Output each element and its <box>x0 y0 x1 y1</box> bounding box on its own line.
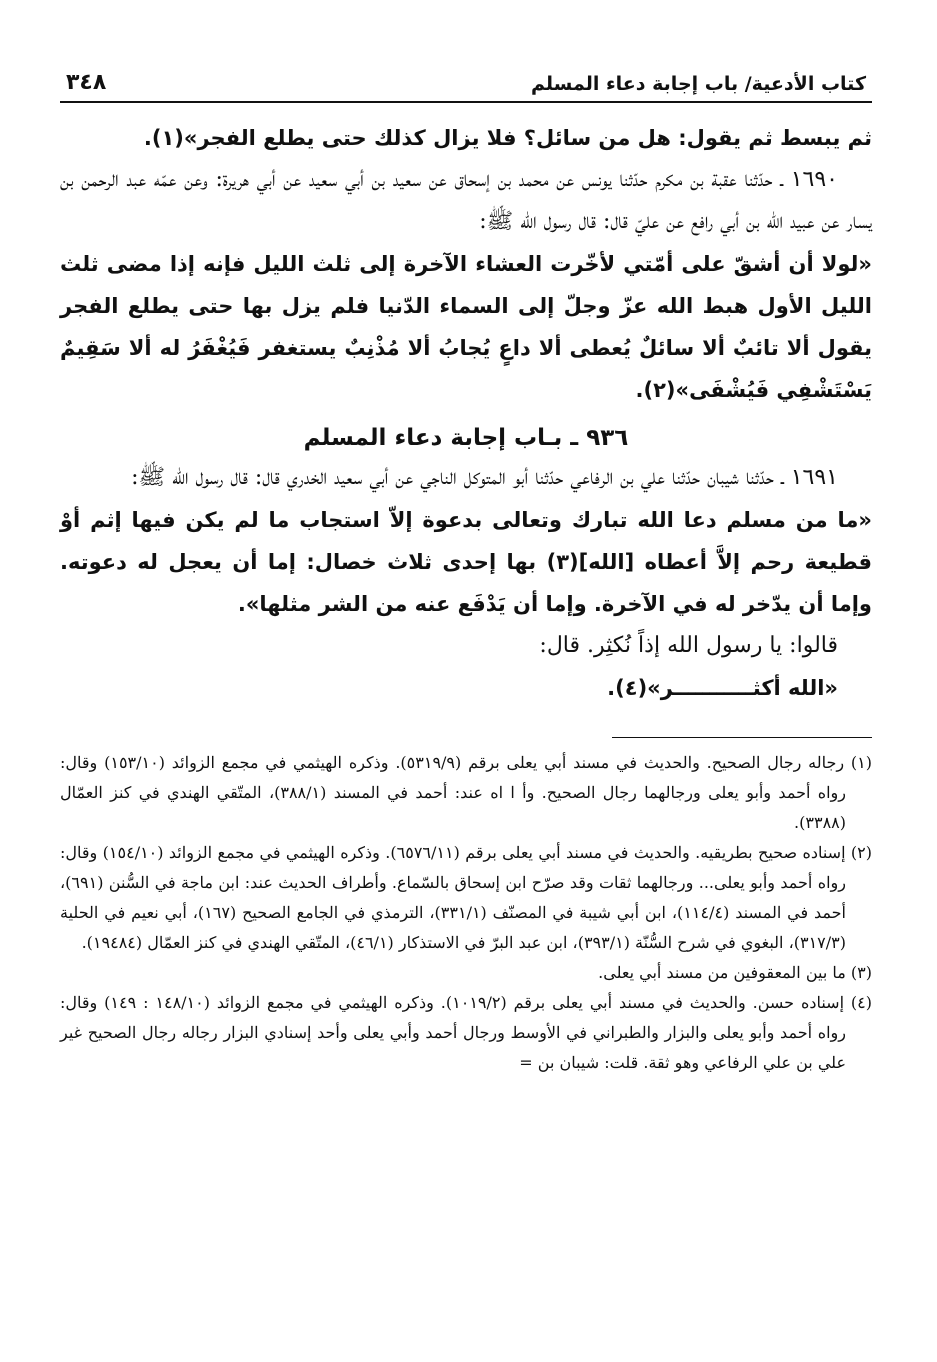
hadith-1691-isnad: ١٦٩١ ـ حدّثنا شيبان حدّثنا علي بن الرفاعي حدّثنا أبو المتوكل الناجي عن أبي سعيد الخدري قال: قال رسول الله ﷺ: <box>131 465 838 490</box>
hadith-1690-isnad: ١٦٩٠ ـ حدّثنا عقبة بن مكرم حدّثنا يونس عن محمد بن إسحاق عن سعيد بن أبي سعيد عن أبي هريرة: وعن عمّه عبد الرحمن بن يسار عن عبيد الله بن أبي رافع عن عليّ قال: قال رسول الله ﷺ: <box>60 167 872 234</box>
footnote-separator <box>612 737 872 738</box>
page-header <box>60 70 872 103</box>
hadith-1691-question: قالوا: يا رسول الله إذاً نُكثِر. قال: <box>539 633 838 658</box>
footnote-4: (٤) إسناده حسن. والحديث في مسند أبي يعلى برقم (١٠١٩/٢). وذكره الهيثمي في مجمع الزوائد (١٤٨/١٠ : ١٤٩) وقال: رواه أحمد وأبو يعلى والبزار والطبراني في الأوسط ورجال أحمد وأبي يعلى وأحد إسنادي البزار رجاله رجال الصحيح غير علي بن علي الرفاعي وهو ثقة. قلت: شيبان بن = <box>60 993 873 1072</box>
footnote-1: (١) رجاله رجال الصحيح. والحديث في مسند أبي يعلى برقم (٥٣١٩/٩). وذكره الهيثمي في مجمع الزوائد (١٥٣/١٠) وقال: رواه أحمد وأبو يعلى ورجالهما رجال الصحيح. وأ ا اه عند: أحمد في المسند (٣٨٨/١)، المتّقي الهندي في كنز العمّال (٣٣٨٨). <box>60 753 873 832</box>
footnote-3: (٣) ما بين المعقوفين من مسند أبي يعلى. <box>598 963 872 982</box>
footnotes <box>60 748 872 1078</box>
chapter-heading: ٩٣٦ ـ بـاب إجابة دعاء المسلم <box>303 425 629 451</box>
page-number: ٣٤٨ <box>66 70 107 95</box>
book-page <box>60 70 872 1078</box>
footnote-2: (٢) إسناده صحيح بطريقيه. والحديث في مسند أبي يعلى برقم (٦٥٧٦/١١). وذكره الهيثمي في مجمع الزوائد (١٥٤/١٠) وقال: رواه أحمد وأبو يعلى... ورجالهما ثقات وقد صرّح ابن إسحاق بالسّماع. وأطراف الحديث عند: ابن ماجة في السُّنن (٦٩١)، أحمد في المسند (١١٤/٤)، ابن أبي شيبة في المصنّف (٣٣١/١)، الترمذي في الجامع الصحيح (١٦٧)، أبي نعيم في الحلية (٣١٧/٣)، البغوي في شرح السُّنّة (٣٩٣/١)، ابن عبد البرّ في الاستذكار (٤٦/١)، المتّقي الهندي في كنز العمّال (١٩٤٨٤). <box>60 843 873 952</box>
hadith-1691-answer: «الله أكثـــــــــــر»(٤). <box>607 676 838 700</box>
continued-hadith-end: ثم يبسط ثم يقول: هل من سائل؟ فلا يزال كذلك حتى يطلع الفجر»(١). <box>143 126 872 150</box>
hadith-1690-matn: «لولا أن أشقّ على أمّتي لأخّرت العشاء الآخرة إلى ثلث الليل فإنه إذا مضى ثلث الليل الأول هبط الله عزّ وجلّ إلى السماء الدّنيا فلم يزل بها حتى يطلع الفجر يقول ألا تائبٌ ألا سائلٌ يُعطى ألا داعٍ يُجابُ ألا مُذْنِبٌ يستغفر فَيُغْفَرُ له ألا سَقِيمٌ يَسْتَشْفِي فَيُشْفَى»(٢). <box>60 252 872 402</box>
running-title: كتاب الأدعية/ باب إجابة دعاء المسلم <box>530 73 866 95</box>
hadith-1691-matn: «ما من مسلم دعا الله تبارك وتعالى بدعوة إلاّ استجاب ما لم يكن فيها إثم أوْ قطيعة رحم إلاَّ أعطاه [الله](٣) بها إحدى ثلاث خصال: إما أن يعجل له دعوته. وإما أن يدّخر له في الآخرة. وإما أن يَدْفَع عنه من الشر مثلها». <box>60 508 872 616</box>
